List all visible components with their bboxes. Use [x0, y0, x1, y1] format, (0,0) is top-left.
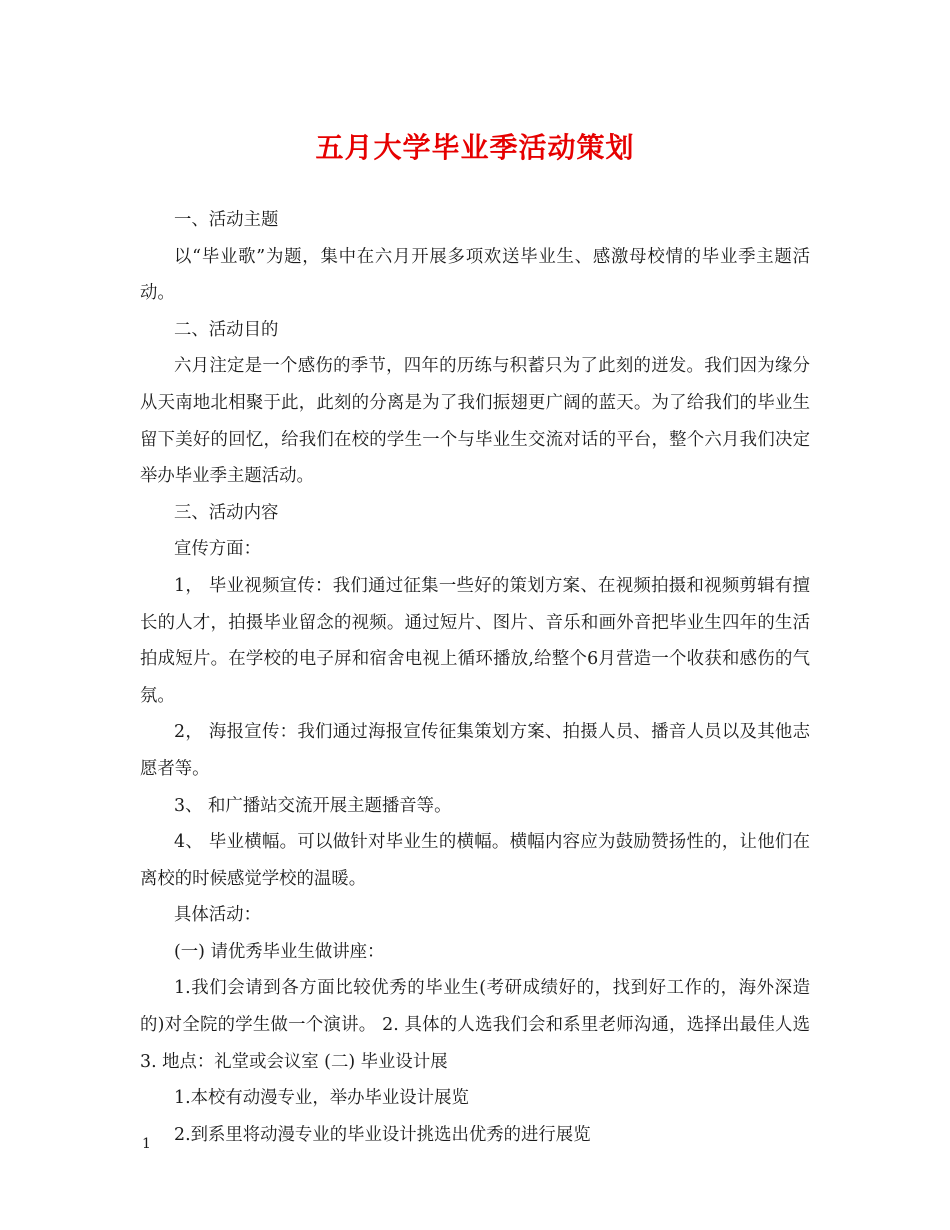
list-item-banner: 4、 毕业横幅。可以做针对毕业生的横幅。横幅内容应为鼓励赞扬性的，让他们在离校的时候感觉学校的温暖。: [140, 832, 810, 889]
document-body: [140, 202, 810, 1153]
activity-lecture-details: 1.我们会请到各方面比较优秀的毕业生(考研成绩好的，找到好工作的，海外深造的)对全院的学生做一个演讲。 2. 具体的人选我们会和系里老师沟通，选择出最佳人选 3. 地点：礼堂或会议室 (二) 毕业设计展: [140, 978, 810, 1072]
section-heading-purpose: 二、活动目的: [174, 319, 279, 340]
page-number: 1: [142, 1136, 151, 1152]
paragraph-purpose: 六月注定是一个感伤的季节，四年的历练与积蓄只为了此刻的迸发。我们因为缘分从天南地北相聚于此，此刻的分离是为了我们振翅更广阔的蓝天。为了给我们的毕业生留下美好的回忆，给我们在校的学生一个与毕业生交流对话的平台，整个六月我们决定举办毕业季主题活动。: [140, 356, 810, 487]
exhibition-item-1: 1.本校有动漫专业，举办毕业设计展览: [174, 1088, 469, 1109]
paragraph-theme: 以“毕业歌”为题，集中在六月开展多项欢送毕业生、感激母校情的毕业季主题活动。: [140, 246, 810, 304]
section-heading-content: 三、活动内容: [174, 502, 279, 523]
document-title: 五月大学毕业季活动策划: [315, 131, 635, 164]
list-item-broadcast: 3、 和广播站交流开展主题播音等。: [174, 795, 452, 816]
list-item-video: 1， 毕业视频宣传：我们通过征集一些好的策划方案、在视频拍摄和视频剪辑有擅长的人才，拍摄毕业留念的视频。通过短片、图片、音乐和画外音把毕业生四年的生活拍成短片。在学校的电子屏和宿舍电视上循环播放,给整个6月营造一个收获和感伤的气氛。: [140, 575, 810, 706]
exhibition-item-2: 2.到系里将动漫专业的毕业设计挑选出优秀的进行展览: [174, 1124, 591, 1145]
subheading-publicity: 宣传方面：: [174, 539, 261, 560]
list-item-poster: 2， 海报宣传：我们通过海报宣传征集策划方案、拍摄人员、播音人员以及其他志愿者等。: [140, 722, 810, 779]
subheading-activities: 具体活动：: [174, 905, 261, 926]
activity-lecture-heading: (一) 请优秀毕业生做讲座：: [174, 941, 385, 962]
section-heading-theme: 一、活动主题: [174, 210, 279, 230]
